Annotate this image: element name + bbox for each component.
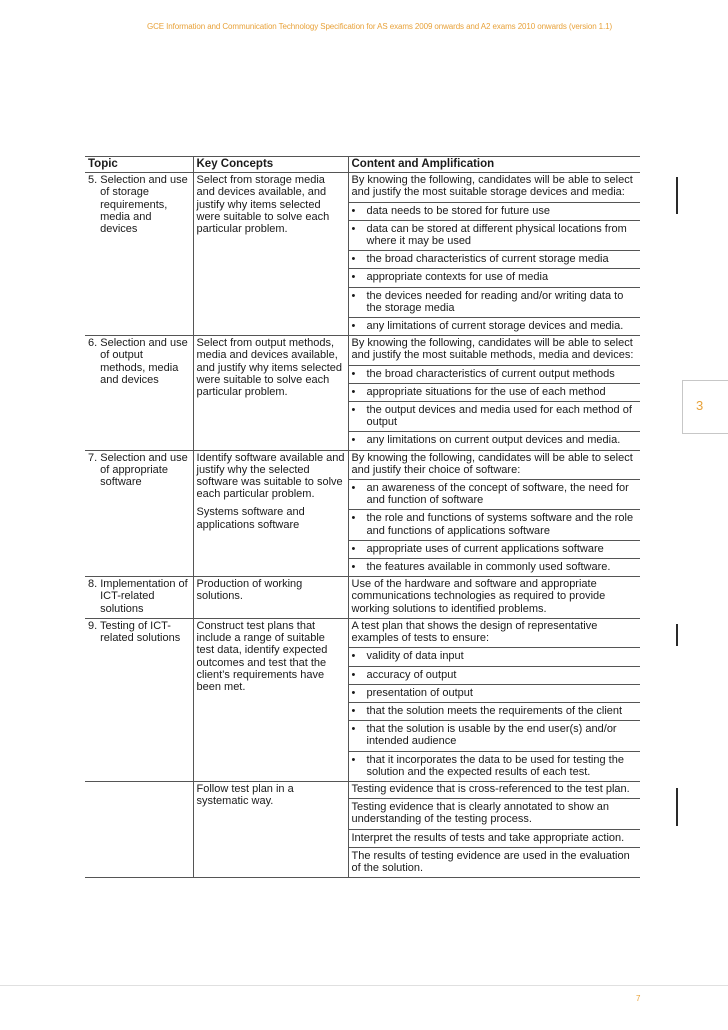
content-bullet: • the features available in commonly used software. (349, 558, 641, 576)
topic-label (88, 578, 190, 615)
content-bullet: • that the solution is usable by the end user(s) and/or intended audience (349, 720, 641, 750)
key-concepts-cell (193, 781, 348, 877)
content-cell (348, 577, 640, 619)
footer-rule (0, 985, 728, 986)
topic-text: Selection and use of storage requirements, media and devices (100, 174, 188, 236)
section-tab (682, 380, 728, 434)
key-concept-text: Follow test plan in a systematic way. (196, 782, 294, 808)
content-text: Testing evidence that is cross-referenced to the test plan. (351, 782, 630, 795)
topic-cell (85, 618, 193, 781)
topic-cell (85, 336, 193, 450)
topic-text: Selection and use of appropriate software (100, 451, 188, 489)
change-bar (676, 177, 678, 214)
content-bullet: • the broad characteristics of current output methods (349, 365, 641, 383)
content-bullet: • data can be stored at different physical locations from where it may be used (349, 220, 641, 250)
specification-table (85, 156, 640, 878)
content-bullet: • the broad characteristics of current storage media (349, 250, 641, 268)
content-bullet: • the output devices and media used for each method of output (349, 401, 641, 431)
key-concept-text: Systems software and applications software (196, 506, 305, 531)
topic-label (88, 337, 190, 386)
page-number: 7 (636, 994, 641, 1003)
table-row (85, 450, 640, 577)
content-bullet: • any limitations of current storage devices and media. (349, 317, 641, 335)
topic-number: 6. (88, 337, 98, 350)
table-row (85, 781, 640, 877)
key-concept-text: Identify software available and justify why the selected software was suitable to solve each particular problem. (196, 451, 345, 501)
header-content: Content and Amplification (348, 157, 640, 173)
key-concept-text: Select from output methods, media and devices available, and justify why items selected were suitable to solve each particular problem. (196, 337, 343, 399)
content-cell (348, 173, 640, 336)
content-text: By knowing the following, candidates will be able to select and justify the most suitable methods, media and devices: (351, 337, 634, 362)
table-header-row (85, 157, 640, 173)
key-concepts-cell (193, 618, 348, 781)
topic-number: 8. (88, 578, 98, 591)
content-bullet: • an awareness of the concept of software, the need for and function of software (349, 479, 641, 509)
change-bar (676, 788, 678, 826)
content-bullet: • data needs to be stored for future use (349, 202, 641, 220)
key-concept-text: Select from storage media and devices available, and justify why items selected were suitable to solve each particular problem. (196, 174, 330, 236)
table-row (85, 336, 640, 450)
topic-label (88, 174, 190, 235)
content-bullet: • appropriate uses of current applications software (349, 540, 641, 558)
key-concept-text: Construct test plans that include a range of suitable test data, identify expected outcomes and test that the client’s requirements have been met. (196, 619, 328, 693)
topic-cell (85, 781, 193, 877)
table-row (85, 173, 640, 336)
content-text: Use of the hardware and software and appropriate communications technologies as required to provide working solutions to identified problems. (351, 578, 606, 615)
content-text: By knowing the following, candidates will be able to select and justify their choice of software: (351, 451, 633, 476)
key-concepts-cell (193, 336, 348, 450)
key-concept-text: Production of working solutions. (196, 578, 303, 603)
table-row (85, 618, 640, 781)
content-cell (348, 781, 640, 877)
topic-text: Testing of ICT-related solutions (100, 619, 181, 645)
header-topic: Topic (85, 157, 193, 173)
content-text: Testing evidence that is clearly annotated to show an understanding of the testing process. (349, 798, 641, 828)
topic-number: 9. (88, 619, 98, 632)
topic-cell (85, 173, 193, 336)
content-bullet: • that it incorporates the data to be used for testing the solution and the expected results of each test. (349, 751, 641, 781)
content-bullet: • the role and functions of systems software and the role and functions of applications software (349, 509, 641, 539)
topic-text: Selection and use of output methods, media and devices (100, 337, 188, 386)
content-bullet: • that the solution meets the requirements of the client (349, 702, 641, 720)
topic-label (88, 452, 190, 489)
content-text: A test plan that shows the design of representative examples of tests to ensure: (351, 619, 598, 645)
key-concepts-cell (193, 577, 348, 619)
key-concepts-cell (193, 450, 348, 577)
table-row (85, 577, 640, 619)
change-bar (676, 624, 678, 646)
content-bullet: • accuracy of output (349, 666, 641, 684)
topic-number: 5. (88, 174, 98, 187)
topic-number: 7. (88, 451, 98, 464)
page-header: GCE Information and Communication Technology Specification for AS exams 2009 onwards and A2 exams 2010 onwards (version 1.1) (147, 22, 613, 31)
section-tab-number: 3 (696, 398, 704, 413)
topic-cell (85, 577, 193, 619)
topic-cell (85, 450, 193, 577)
content-bullet: • validity of data input (349, 647, 641, 665)
topic-text: Implementation of ICT-related solutions (100, 578, 188, 615)
content-text: By knowing the following, candidates will be able to select and justify the most suitable storage devices and media: (351, 174, 633, 199)
topic-label (88, 620, 190, 644)
content-cell (348, 450, 640, 577)
content-cell (348, 336, 640, 450)
content-cell (348, 618, 640, 781)
content-bullet: • appropriate contexts for use of media (349, 268, 641, 286)
content-bullet: • presentation of output (349, 684, 641, 702)
content-text: The results of testing evidence are used in the evaluation of the solution. (349, 847, 641, 877)
content-bullet: • any limitations on current output devices and media. (349, 431, 641, 449)
header-key-concepts: Key Concepts (193, 157, 348, 173)
key-concepts-cell (193, 173, 348, 336)
content-bullet: • the devices needed for reading and/or writing data to the storage media (349, 287, 641, 317)
content-text: Interpret the results of tests and take appropriate action. (349, 829, 641, 847)
content-bullet: • appropriate situations for the use of each method (349, 383, 641, 401)
